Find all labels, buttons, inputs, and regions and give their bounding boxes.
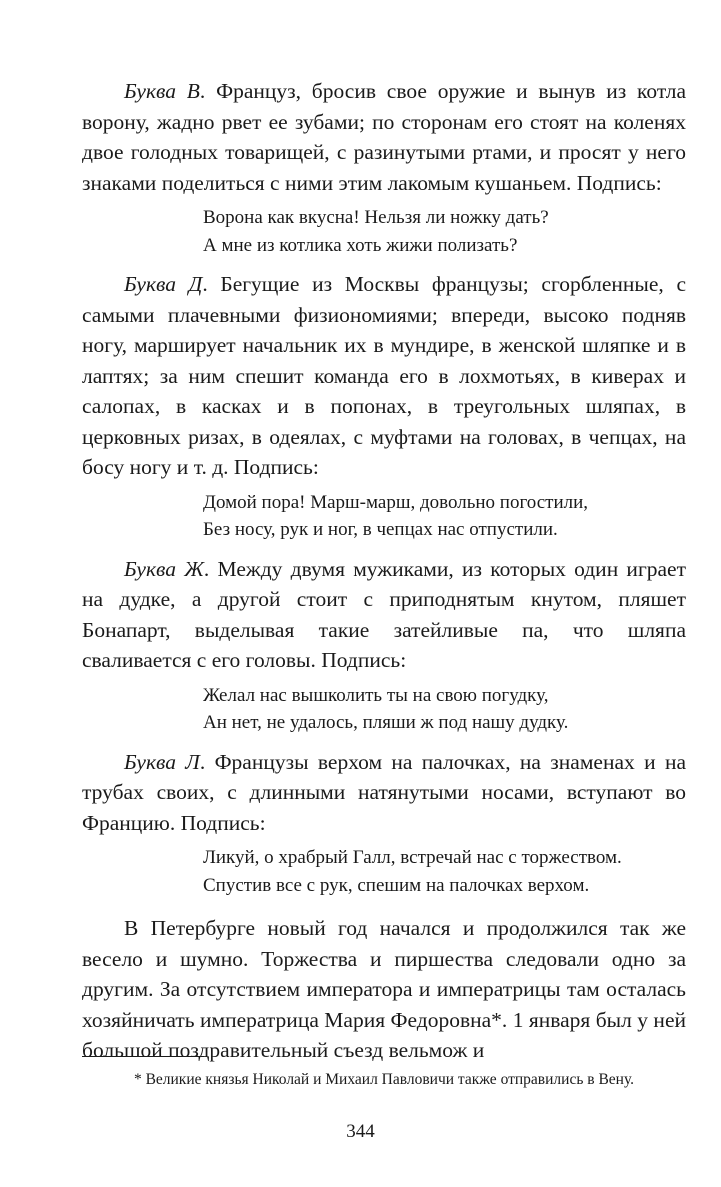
paragraph-lead: Буква Д xyxy=(124,272,203,296)
footnote: * Великие князья Николай и Михаил Павловичи также отправились в Вену. xyxy=(133,1071,635,1088)
paragraph-letter-zh xyxy=(82,554,686,676)
verse-line: Домой пора! Марш-марш, довольно погостили, xyxy=(203,491,589,513)
paragraph-letter-d xyxy=(82,269,686,483)
page-number: 344 xyxy=(346,1121,375,1142)
verse-line: Ликуй, о храбрый Галл, встречай нас с торжеством. xyxy=(203,847,622,868)
verse-line: Ворона как вкусна! Нельзя ли ножку дать? xyxy=(203,207,549,228)
verse-line: А мне из котлика хоть жижи полизать? xyxy=(203,234,518,256)
verse-line: Желал нас вышколить ты на свою погудку, xyxy=(203,684,549,706)
paragraph-letter-v xyxy=(82,76,686,198)
verse-caption xyxy=(203,204,686,259)
paragraph-lead: Буква Ж xyxy=(124,556,204,581)
paragraph-lead: Буква Л xyxy=(124,749,200,774)
paragraph-letter-l xyxy=(82,747,686,839)
verse-caption xyxy=(203,489,686,544)
paragraph-body: . Бегущие из Москвы французы; сгорбленные, с самыми плачевными физиономиями; впереди, высоко подняв ногу, марширует начальник их в мундире, в женской шляпке и в лаптях; за ним спешит команда его в лохмотьях, в киверах и салопах, в касках и в попонах, в треугольных шляпах, в церковных ризах, в одеялах, с муфтами на головах, в чепцах, на босу ногу и т. д. Подпись: xyxy=(82,272,687,479)
verse-line: Ан нет, не удалось, пляши ж под нашу дудку. xyxy=(203,712,569,733)
verse-caption xyxy=(203,844,686,899)
paragraph-body: . Французы верхом на палочках, на знаменах и на трубах своих, с длинными натянутыми носами, вступают во Францию. Подпись: xyxy=(82,749,687,835)
paragraph-body: . Француз, бросив свое оружие и вынув из котла ворону, жадно рвет ее зубами; по сторонам его стоят на коленях двое голодных товарищей, с разинутыми ртами, и просят у него знаками поделиться с ними этим лакомым кушаньем. Подпись: xyxy=(82,79,687,195)
paragraph-lead: Буква В xyxy=(124,79,200,103)
verse-line: Без носу, рук и ног, в чепцах нас отпустили. xyxy=(203,519,558,540)
paragraph-body: . Между двумя мужиками, из которых один играет на дудке, а другой стоит с приподнятым кнутом, пляшет Бонапарт, выделывая такие затейливые па, что шляпа сваливается с его головы. Подпись: xyxy=(82,556,686,672)
verse-line: Спустив все с рук, спешим на палочках верхом. xyxy=(203,874,590,896)
main-text xyxy=(82,76,686,1072)
footnote-divider xyxy=(82,1056,204,1057)
verse-caption xyxy=(203,682,686,737)
paragraph-petersburg: В Петербурге новый год начался и продолжился так же весело и шумно. Торжества и пиршества следовали одно за другим. За отсутствием императора и императрицы там осталась хозяйничать императрица Мария Федоровна*. 1 января был у ней большой поздравительный съезд вельмож и xyxy=(82,916,686,1062)
